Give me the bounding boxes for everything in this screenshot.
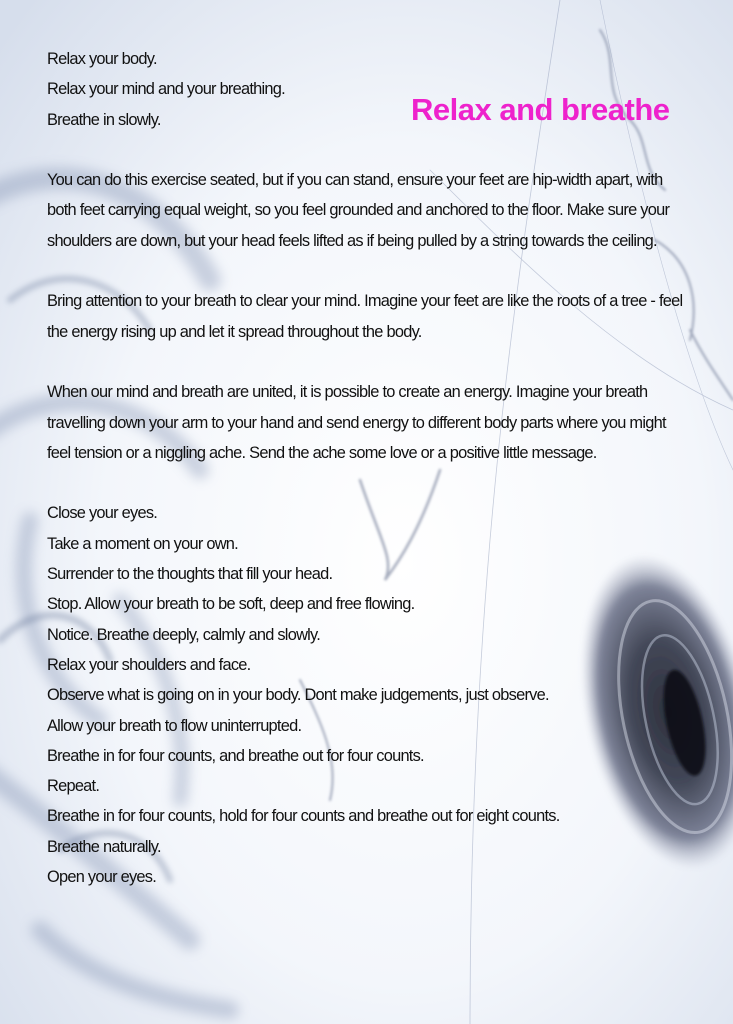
intro-line: Relax your body. [47,50,157,68]
step-line: Repeat. [47,777,100,796]
step-line: Notice. Breathe deeply, calmly and slowly. [47,625,321,644]
step-line: Allow your breath to flow uninterrupted. [47,716,302,735]
step-line: Observe what is going on in your body. Dont make judgements, just observe. [47,686,549,705]
step-line: Breathe in for four counts, hold for four counts and breathe out for eight counts. [47,807,560,826]
paragraph-energy: When our mind and breath are united, it is possible to create an energy. Imagine your breath travelling down your arm to your hand and send energy to different body parts where you might feel tension or a niggling ache. Send the ache some love or a positive little message. [47,383,666,462]
step-line: Surrender to the thoughts that fill your head. [47,565,333,584]
step-line: Breathe naturally. [47,837,161,856]
step-line: Take a moment on your own. [47,534,238,553]
step-line: Close your eyes. [47,504,158,523]
paragraph-posture: You can do this exercise seated, but if you can stand, ensure your feet are hip-width apart, with both feet carrying equal weight, so you feel grounded and anchored to the floor. Make sure your shoulders are down, but your head feels lifted as if being pulled by a string towards the ceiling. [47,171,670,250]
intro-line: Breathe in slowly. [47,110,161,129]
step-line: Stop. Allow your breath to be soft, deep and free flowing. [47,595,415,614]
intro-line: Relax your mind and your breathing. [47,80,285,99]
page-title: Relax and breathe [411,92,670,127]
exercise-text [47,44,692,892]
step-line: Relax your shoulders and face. [47,655,251,674]
steps-list [47,498,692,892]
step-line: Open your eyes. [47,868,157,887]
step-line: Breathe in for four counts, and breathe out for four counts. [47,746,424,765]
intro-lines [47,44,692,135]
paragraph-attention: Bring attention to your breath to clear your mind. Imagine your feet are like the roots of a tree - feel the energy rising up and let it spread throughout the body. [47,292,683,341]
